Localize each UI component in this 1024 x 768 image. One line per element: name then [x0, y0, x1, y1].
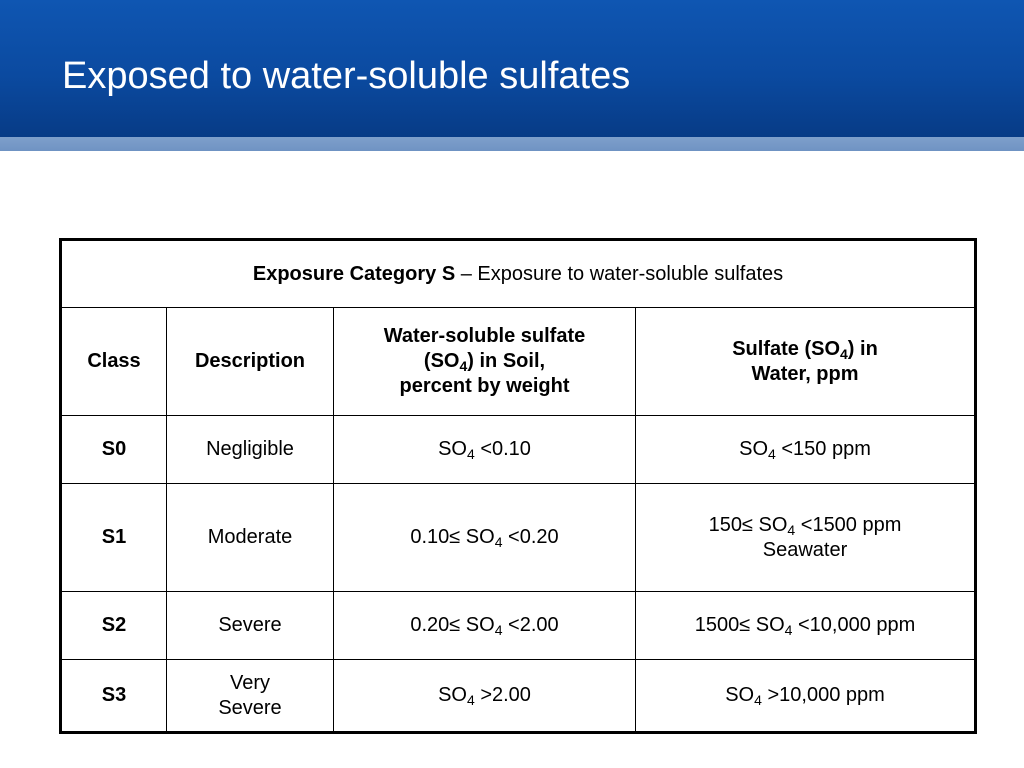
soil-prefix: SO: [438, 684, 467, 706]
soil-suffix: >2.00: [474, 684, 531, 706]
water-suffix: >10,000 ppm: [761, 684, 885, 706]
water-suffix: <150 ppm: [775, 438, 871, 460]
water-prefix: 150≤ SO: [708, 513, 788, 536]
table-header-row: [61, 308, 976, 416]
row-description: Negligible: [167, 416, 334, 484]
soil-subscript: 4: [494, 534, 503, 551]
header-water-line1: [642, 337, 968, 362]
sulfate-exposure-table: [59, 238, 977, 734]
soil-subscript: 4: [494, 622, 503, 639]
water-subscript: 4: [787, 521, 796, 538]
row-class: S0: [61, 416, 167, 484]
header-water-sulfate: [636, 308, 976, 416]
soil-prefix: 0.10≤ SO: [410, 526, 495, 548]
table-caption-row: [61, 240, 976, 308]
header-soil-sub: 4: [459, 358, 468, 375]
water-subscript: 4: [754, 692, 762, 709]
description-line2: Severe: [218, 696, 282, 719]
header-water-in: ) in: [847, 337, 878, 360]
header-soil-in-soil: ) in Soil,: [467, 350, 546, 372]
table-caption: [61, 240, 976, 308]
row-description: Severe: [167, 592, 334, 660]
water-prefix: 1500≤ SO: [694, 614, 785, 636]
title-bar-accent-band: [0, 137, 1024, 151]
water-suffix: <1500 ppm: [795, 513, 902, 536]
soil-suffix: <2.00: [502, 614, 559, 636]
row-class: S2: [61, 592, 167, 660]
header-soil-line2: [340, 349, 629, 374]
water-prefix: SO: [725, 684, 755, 706]
header-class: Class: [61, 308, 167, 416]
water-subscript: 4: [768, 446, 776, 463]
table-row: [61, 416, 976, 484]
slide-title: Exposed to water-soluble sulfates: [62, 55, 631, 97]
table-row: [61, 484, 976, 592]
header-water-line2: Water, ppm: [751, 362, 859, 385]
row-description: Moderate: [167, 484, 334, 592]
header-soil-so: (SO: [423, 350, 460, 372]
soil-suffix: <0.10: [474, 438, 531, 460]
water-subscript: 4: [784, 622, 793, 639]
row-soil-value: [334, 416, 636, 484]
row-water-value: [636, 484, 976, 592]
soil-prefix: SO: [438, 438, 467, 460]
description-line1: Very: [229, 671, 271, 694]
soil-subscript: 4: [466, 692, 475, 709]
soil-subscript: 4: [466, 446, 475, 463]
soil-prefix: 0.20≤ SO: [410, 614, 495, 636]
soil-suffix: <0.20: [502, 526, 559, 548]
caption-category: Exposure Category S: [252, 262, 456, 285]
row-class: S1: [61, 484, 167, 592]
row-water-value: [636, 660, 976, 733]
water-line2: Seawater: [762, 538, 848, 561]
table-row: [61, 592, 976, 660]
row-soil-value: [334, 484, 636, 592]
row-water-value: [636, 592, 976, 660]
row-class: S3: [61, 660, 167, 733]
row-soil-value: [334, 592, 636, 660]
water-prefix: SO: [739, 438, 769, 460]
header-soil-line3: percent by weight: [399, 375, 570, 397]
header-water-sub: 4: [840, 345, 848, 362]
table-row: [61, 660, 976, 733]
header-soil-sulfate: [334, 308, 636, 416]
header-water-so: Sulfate (SO: [732, 337, 840, 360]
caption-description: – Exposure to water-soluble sulfates: [455, 262, 784, 285]
row-description: [167, 660, 334, 733]
row-water-value: [636, 416, 976, 484]
row-soil-value: [334, 660, 636, 733]
header-description: Description: [167, 308, 334, 416]
water-suffix: <10,000 ppm: [792, 614, 916, 636]
water-line1: [642, 513, 968, 538]
header-soil-line1: Water-soluble sulfate: [383, 325, 586, 347]
